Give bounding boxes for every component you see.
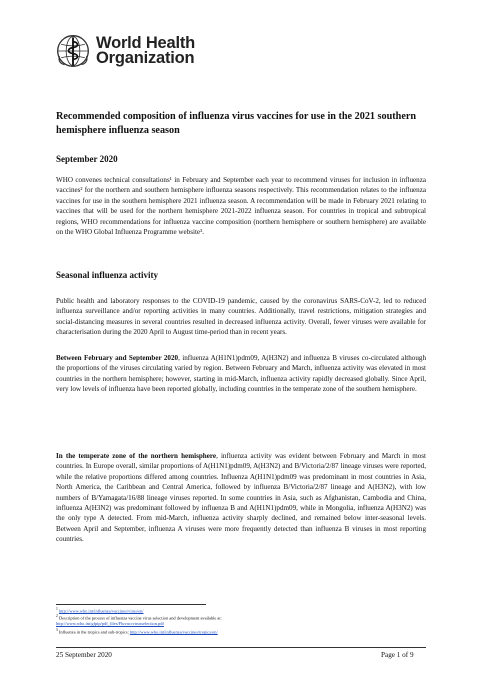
footnote-1-link[interactable]: http://www.who.int/influenza/vaccines/virus/en/ (58, 608, 144, 614)
paragraph-northern-body: , influenza activity was evident between February and March in most countries. In Europe overall, similar proportions of A(H1N1)pdm09, A(H3N2) and B/Victoria/2/87 lineage viruses were reported, while the relative proportions differed among countries. Influenza A(H1N1)pdm09 was predominant in most countries in Asia, North America, the Caribbean and Central America, followed by influenza B/Victoria/2/87 lineage and A(H3N2), with low numbers of B/Yamagata/16/88 lineage viruses reported. In some countries in Asia, such as Afghanistan, Cambodia and China, influenza A(H3N2) was predominant followed by influenza B and A(H1N1)pdm09, while in Mongolia, influenza A(H3N2) was the only type A detected. From mid-March, influenza activity sharply declined, and remained below inter-seasonal levels. Between April and September, influenza A viruses were more frequently detected than influenza B viruses in most reporting countries. (56, 452, 426, 544)
org-name-line2: Organization (96, 49, 195, 67)
footnote-2-link[interactable]: http://www.who.int/gfpip/pdf_files/Fluvaccvirusselection.pdf (56, 621, 164, 627)
paragraph-feb-sep-lead: Between February and September 2020 (56, 354, 179, 362)
who-emblem-icon (56, 34, 90, 68)
document-title: Recommended composition of influenza virus vaccines for use in the 2021 southern hemisphere influenza season (56, 111, 417, 136)
footer-divider (56, 647, 426, 648)
footnote-2 (56, 614, 436, 627)
page-number: Page 1 of 9 (381, 651, 414, 659)
footnote-3 (56, 628, 436, 635)
paragraph-northern-hemisphere (56, 451, 426, 545)
footnote-3-text: Influenza in the tropics and sub-tropics: (58, 629, 129, 635)
paragraph-feb-sep (56, 353, 426, 395)
footnote-3-number: 3 (56, 628, 58, 632)
footnote-1-number: 1 (56, 607, 58, 611)
intro-paragraph: WHO convenes technical consultations¹ in February and September each year to recommend viruses for inclusion in influenza vaccines² for the northern and southern hemisphere influenza seasons respectively. This recommendation relates to the influenza vaccines for use in the southern hemisphere 2021 influenza season. A recommendation will be made in February 2021 relating to vaccines that will be used for the northern hemisphere 2021-2022 influenza season. For countries in tropical and subtropical regions, WHO recommendations for influenza vaccine composition (northern hemisphere or southern hemisphere) are available on the WHO Global Influenza Programme website³. (56, 176, 426, 237)
paragraph-northern-lead: In the temperate zone of the northern hemisphere (56, 452, 217, 460)
who-logo (56, 34, 195, 68)
footnote-3-link[interactable]: http://www.who.int/influenza/vaccines/tropics/en/ (129, 629, 218, 635)
paragraph-feb-sep-body: , influenza A(H1N1)pdm09, A(H3N2) and influenza B viruses co-circulated although the proportions of the viruses circulating varied by region. Between February and March, influenza activity was elevated in most countries in the northern hemisphere; however, starting in mid-March, influenza activity rapidly decreased globally. Since April, very low levels of influenza have been reported globally, including countries in the temperate zone of the southern hemisphere. (56, 354, 426, 394)
org-name (96, 36, 195, 66)
document-date: September 2020 (56, 154, 118, 164)
footnote-2-text: Description of the process of influenza vaccine virus selection and development available at: (58, 615, 222, 621)
footnote-1 (56, 607, 436, 614)
footnote-2-number: 2 (56, 614, 58, 618)
org-name-line1: World Health (96, 34, 196, 52)
footer-date: 25 September 2020 (56, 651, 112, 659)
footnote-divider (56, 604, 206, 605)
section-heading: Seasonal influenza activity (56, 270, 159, 280)
paragraph-covid: Public health and laboratory responses to the COVID-19 pandemic, caused by the coronavirus SARS-CoV-2, led to reduced influenza surveillance and/or reporting activities in many countries. Additionally, travel restrictions, mitigation strategies and social-distancing measures in several countries resulted in decreased influenza activity. Overall, fewer viruses were available for characterisation during the 2020 April to August time-period than in recent years. (56, 297, 426, 337)
